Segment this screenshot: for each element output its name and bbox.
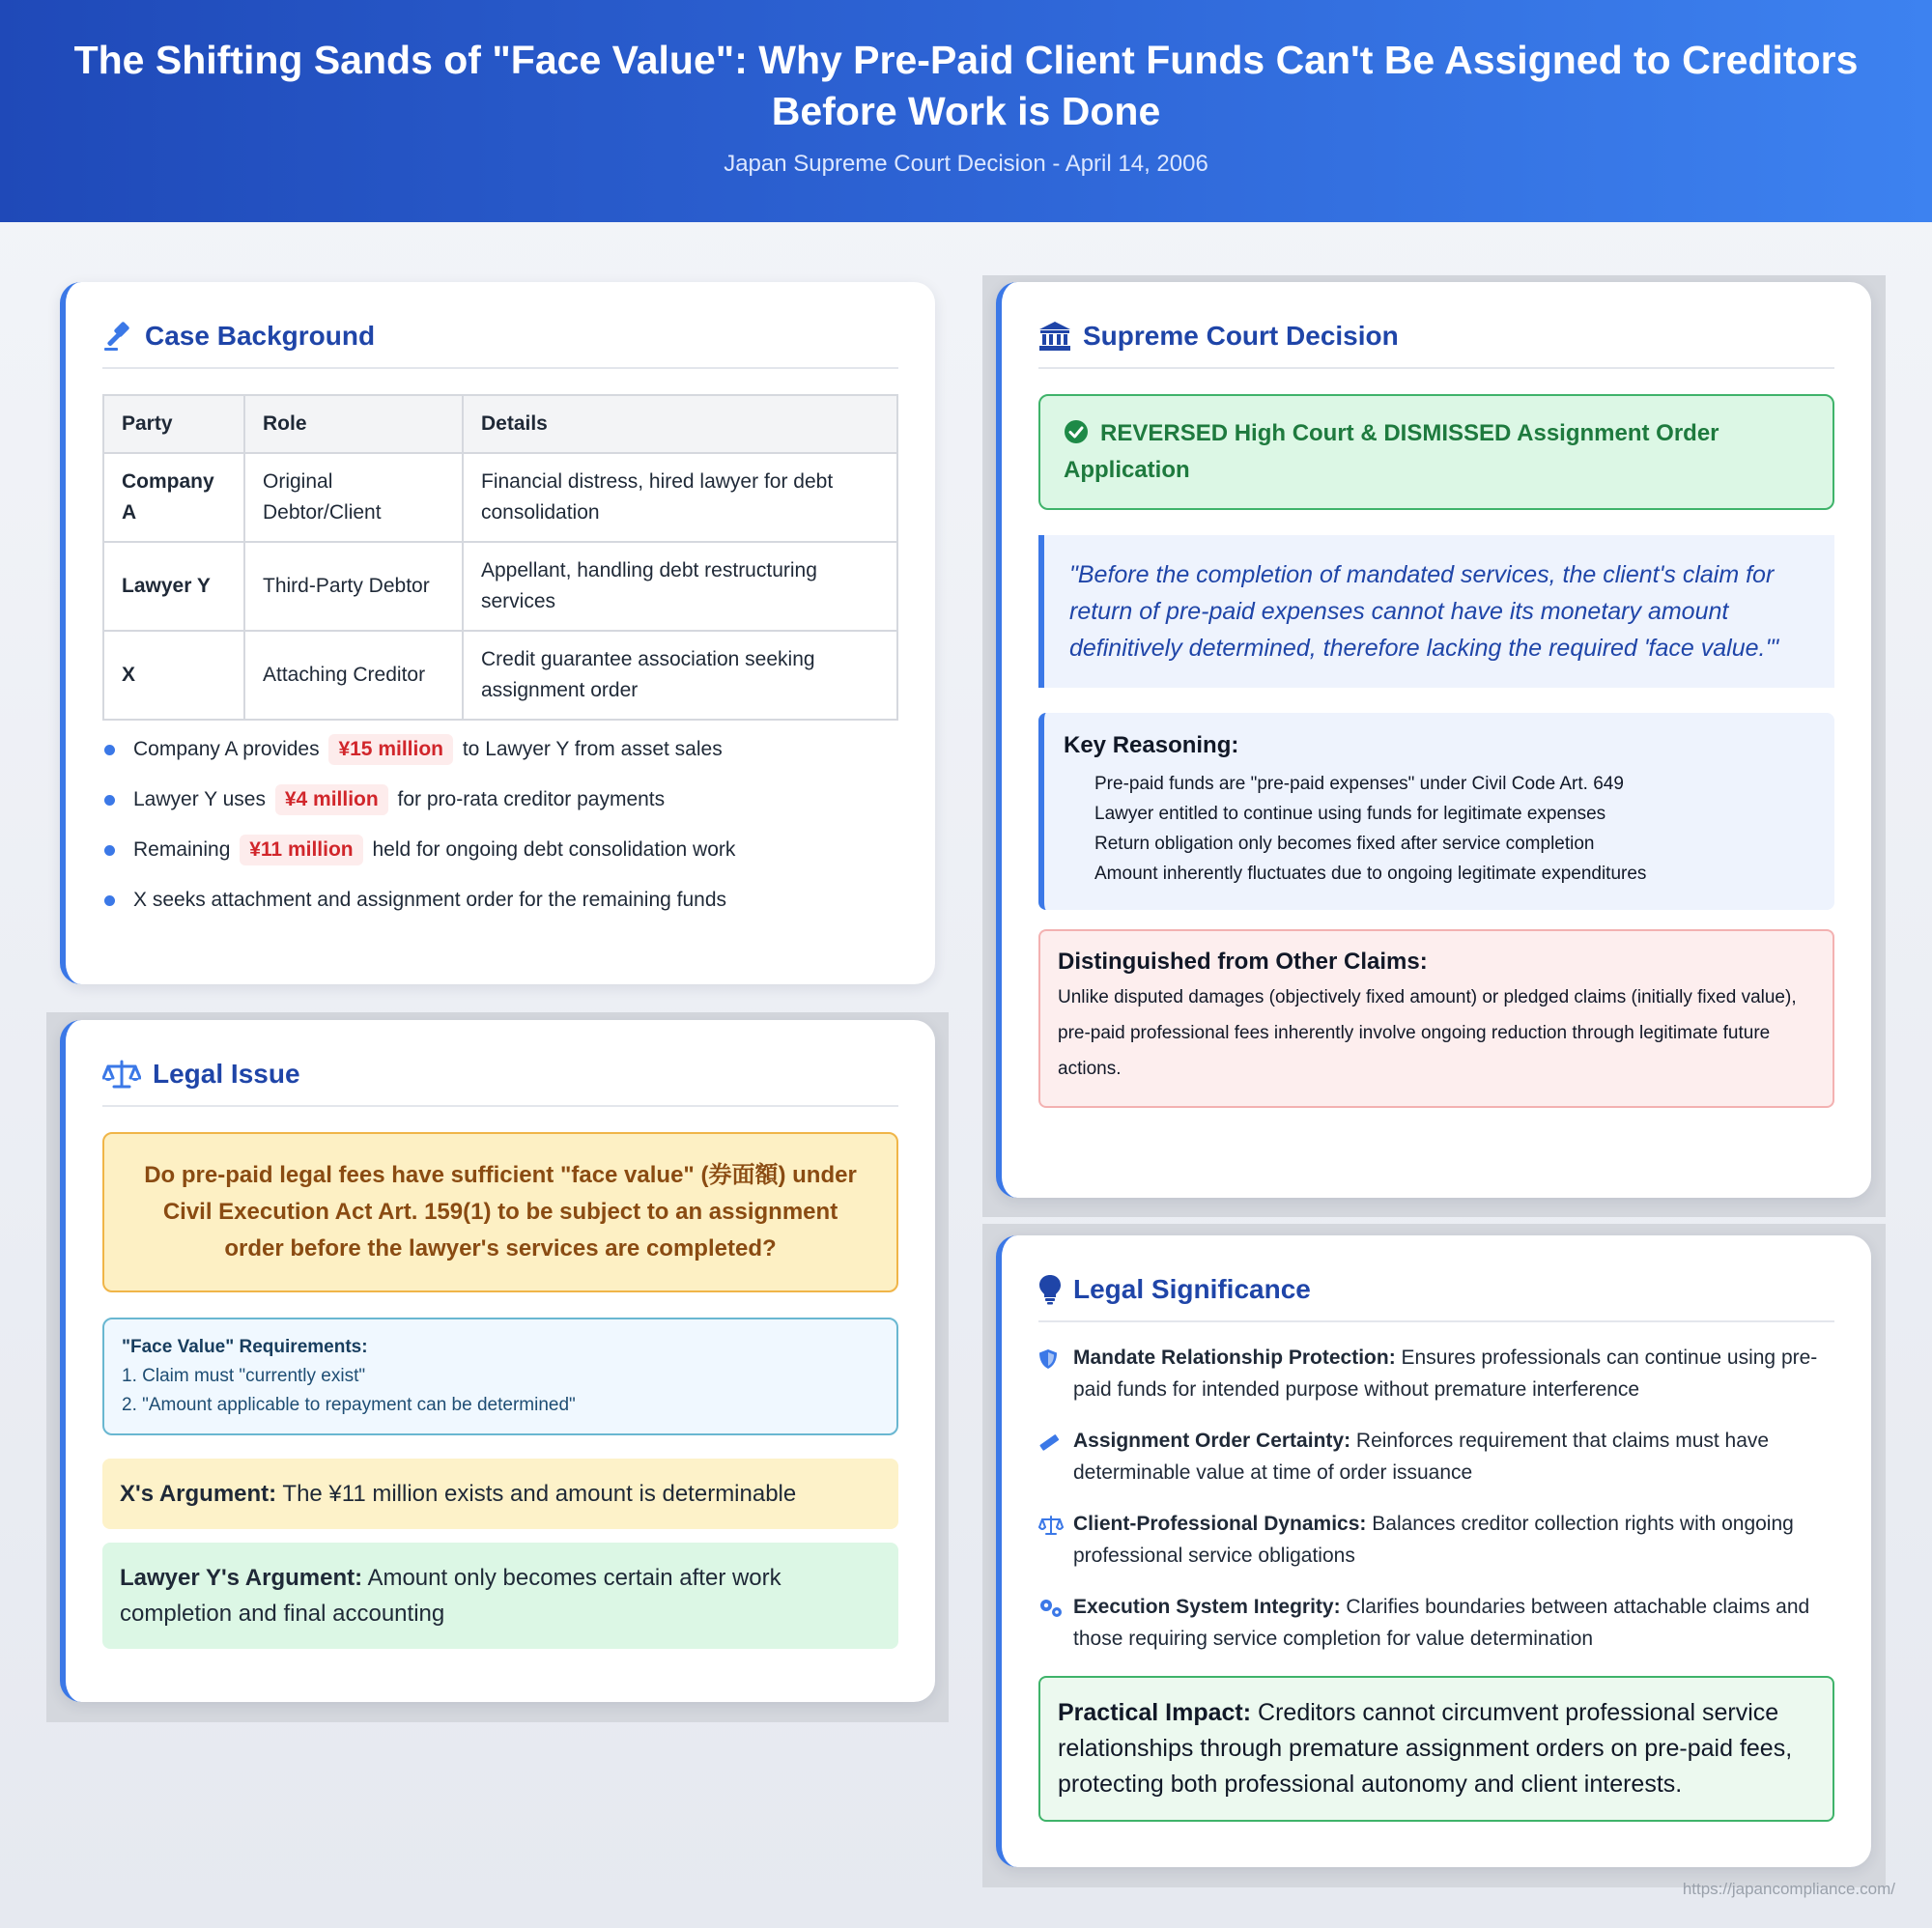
table-row xyxy=(103,631,897,720)
table-row xyxy=(103,453,897,542)
party-cell: X xyxy=(103,631,244,720)
page-subtitle: Japan Supreme Court Decision - April 14, 2006 xyxy=(724,151,1208,177)
case-background-heading xyxy=(102,321,898,369)
item-label: Assignment Order Certainty: xyxy=(1073,1430,1351,1452)
gears-icon xyxy=(1038,1598,1064,1619)
courthouse-icon xyxy=(1038,321,1071,352)
list-item: Lawyer Y uses ¥4 million for pro-rata creditor payments xyxy=(102,784,898,815)
impact-label: Practical Impact: xyxy=(1058,1699,1252,1726)
column-header-details: Details xyxy=(463,395,897,453)
table-row xyxy=(103,542,897,631)
significance-title: Legal Significance xyxy=(1073,1274,1311,1304)
x-argument-label: X's Argument: xyxy=(120,1481,277,1507)
distinguished-text: Unlike disputed damages (objectively fixed amount) or pledged claims (initially fixed value), pre-paid professional fees inherently involve ongoing reduction through legitimate future actions. xyxy=(1058,987,1797,1079)
significance-item xyxy=(1038,1425,1834,1489)
parties-table xyxy=(102,394,898,721)
verdict-text: REVERSED High Court & DISMISSED Assignment Order Application xyxy=(1064,420,1719,483)
item-text: Reinforces requirement that claims must have determinable value at time of order issuance xyxy=(1073,1430,1770,1484)
decision-heading xyxy=(1038,321,1834,369)
amount-badge: ¥4 million xyxy=(275,784,388,815)
role-cell: Third-Party Debtor xyxy=(244,542,463,631)
scale-icon xyxy=(102,1059,141,1090)
legal-issue-heading xyxy=(102,1059,898,1107)
item-text: Clarifies boundaries between attachable claims and those requiring service completion for value determination xyxy=(1073,1596,1810,1650)
footer-url: https://japancompliance.com/ xyxy=(1682,1880,1895,1898)
check-circle-icon xyxy=(1064,419,1089,444)
x-argument-box xyxy=(102,1459,898,1529)
significance-heading xyxy=(1038,1274,1834,1322)
practical-impact-box xyxy=(1038,1676,1834,1822)
legal-question-box: Do pre-paid legal fees have sufficient "face value" (券面額) under Civil Execution Act Art. 159(1) to be subject to an assignment order before the lawyer's services are completed? xyxy=(102,1132,898,1292)
column-header-party: Party xyxy=(103,395,244,453)
key-reasoning-box xyxy=(1038,713,1834,910)
reasoning-item: Lawyer entitled to continue using funds for legitimate expenses xyxy=(1094,804,1606,824)
distinguished-title: Distinguished from Other Claims: xyxy=(1058,949,1428,975)
legal-issue-card xyxy=(60,1020,935,1702)
details-cell: Credit guarantee association seeking assignment order xyxy=(463,631,897,720)
significance-item xyxy=(1038,1342,1834,1405)
page-header xyxy=(0,0,1932,222)
decision-card xyxy=(996,282,1871,1198)
details-cell: Financial distress, hired lawyer for debt consolidation xyxy=(463,453,897,542)
reasoning-item: Return obligation only becomes fixed after service completion xyxy=(1094,834,1595,854)
item-text: Ensures professionals can continue using pre-paid funds for intended purpose without premature interference xyxy=(1073,1347,1818,1401)
verdict-box xyxy=(1038,394,1834,510)
shield-icon xyxy=(1038,1348,1058,1370)
case-facts-list xyxy=(102,734,898,916)
reasoning-title: Key Reasoning: xyxy=(1064,732,1239,758)
case-background-title: Case Background xyxy=(145,321,376,351)
significance-card xyxy=(996,1235,1871,1867)
lightbulb-icon xyxy=(1038,1274,1062,1305)
requirement-item: 1. Claim must "currently exist" xyxy=(122,1366,366,1386)
holding-quote: "Before the completion of mandated services, the client's claim for return of pre-paid expenses cannot have its monetary amount definitively determined, therefore lacking the required 'face value.'" xyxy=(1038,535,1834,688)
role-cell: Original Debtor/Client xyxy=(244,453,463,542)
case-background-card xyxy=(60,282,935,984)
y-argument-box xyxy=(102,1543,898,1649)
significance-item xyxy=(1038,1591,1834,1655)
legal-issue-title: Legal Issue xyxy=(153,1059,300,1089)
role-cell: Attaching Creditor xyxy=(244,631,463,720)
page-title: The Shifting Sands of "Face Value": Why Pre-Paid Client Funds Can't Be Assigned to Creditors Before Work is Done xyxy=(73,38,1859,133)
item-text: Balances creditor collection rights with ongoing professional service obligations xyxy=(1073,1513,1794,1567)
decision-title: Supreme Court Decision xyxy=(1083,321,1399,351)
details-cell: Appellant, handling debt restructuring services xyxy=(463,542,897,631)
gavel-icon xyxy=(102,321,133,352)
reasoning-item: Pre-paid funds are "pre-paid expenses" under Civil Code Art. 649 xyxy=(1094,774,1624,794)
column-header-role: Role xyxy=(244,395,463,453)
y-argument-label: Lawyer Y's Argument: xyxy=(120,1565,363,1591)
list-item: Company A provides ¥15 million to Lawyer Y from asset sales xyxy=(102,734,898,765)
amount-badge: ¥11 million xyxy=(240,835,362,865)
significance-item xyxy=(1038,1508,1834,1572)
item-label: Client-Professional Dynamics: xyxy=(1073,1513,1367,1535)
item-label: Execution System Integrity: xyxy=(1073,1596,1341,1618)
requirement-item: 2. "Amount applicable to repayment can be determined" xyxy=(122,1395,576,1415)
impact-text: Creditors cannot circumvent professional service relationships through premature assignment orders on pre-paid fees, protecting both professional autonomy and client interests. xyxy=(1058,1699,1793,1798)
amount-badge: ¥15 million xyxy=(328,734,453,765)
table-header-row xyxy=(103,395,897,453)
list-item: X seeks attachment and assignment order for the remaining funds xyxy=(102,885,898,916)
balance-icon xyxy=(1038,1515,1064,1536)
item-label: Mandate Relationship Protection: xyxy=(1073,1347,1396,1369)
x-argument-text: The ¥11 million exists and amount is determinable xyxy=(282,1481,797,1507)
ruler-icon xyxy=(1038,1432,1060,1453)
party-cell: Lawyer Y xyxy=(103,542,244,631)
party-cell: Company A xyxy=(103,453,244,542)
distinguished-box xyxy=(1038,929,1834,1108)
list-item: Remaining ¥11 million held for ongoing debt consolidation work xyxy=(102,835,898,865)
face-value-requirements xyxy=(102,1318,898,1435)
requirements-title: "Face Value" Requirements: xyxy=(122,1337,368,1357)
reasoning-item: Amount inherently fluctuates due to ongoing legitimate expenditures xyxy=(1094,864,1647,884)
y-argument-text: Amount only becomes certain after work completion and final accounting xyxy=(120,1565,781,1627)
